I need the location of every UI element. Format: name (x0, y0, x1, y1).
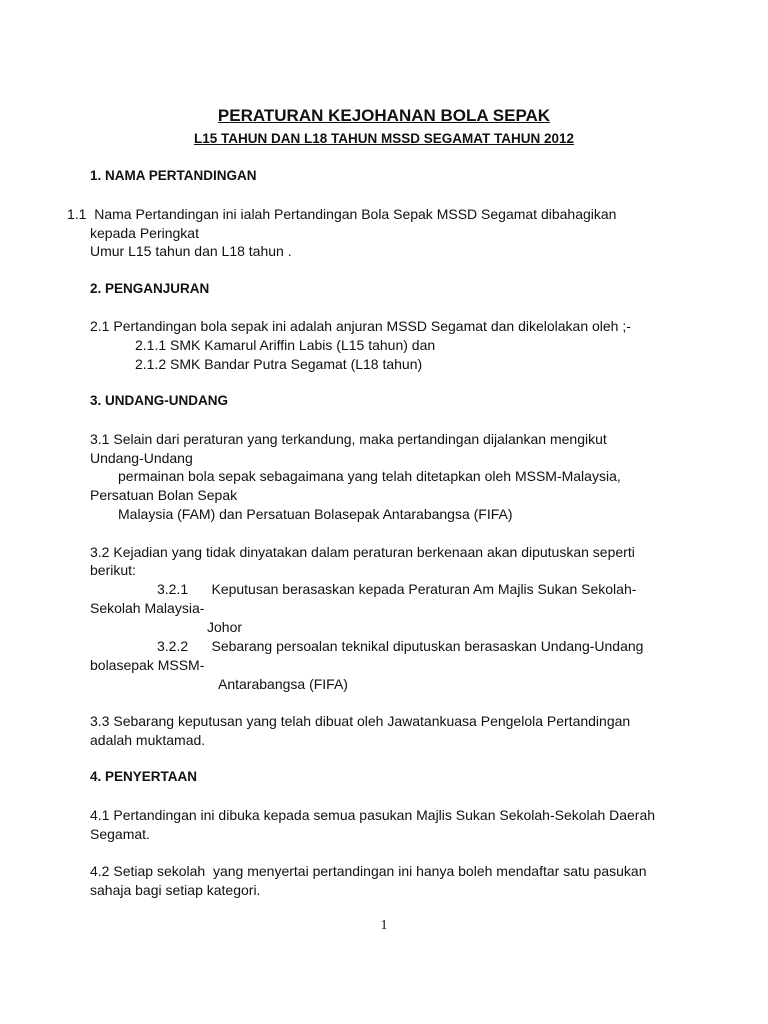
paragraph-line: bolasepak MSSM- (90, 657, 205, 673)
paragraph-line: 1.1 Nama Pertandingan ini ialah Pertandingan Bola Sepak MSSD Segamat dibahagikan (67, 206, 617, 222)
section-heading-3: 3. UNDANG-UNDANG (90, 393, 228, 408)
document-title: PERATURAN KEJOHANAN BOLA SEPAK (217, 106, 551, 125)
document-subtitle: L15 TAHUN DAN L18 TAHUN MSSD SEGAMAT TAHUN 2012 (193, 131, 575, 146)
paragraph-line: Johor (207, 619, 243, 635)
paragraph-line: 2.1.1 SMK Kamarul Ariffin Labis (L15 tahun) dan (135, 337, 436, 353)
paragraph-line: 3.2 Kejadian yang tidak dinyatakan dalam peraturan berkenaan akan diputuskan seperti (90, 544, 635, 560)
paragraph-line: kepada Peringkat (90, 225, 199, 241)
paragraph-line: Segamat. (90, 826, 150, 842)
section-heading-1: 1. NAMA PERTANDINGAN (90, 168, 257, 183)
paragraph-line: Malaysia (FAM) dan Persatuan Bolasepak Antarabangsa (FIFA) (118, 506, 513, 522)
paragraph-line: 4.1 Pertandingan ini dibuka kepada semua pasukan Majlis Sukan Sekolah-Sekolah Daerah (90, 807, 656, 823)
paragraph-line: 4.2 Setiap sekolah yang menyertai pertandingan ini hanya boleh mendaftar satu pasukan (90, 863, 647, 879)
paragraph-line: sahaja bagi setiap kategori. (90, 882, 261, 898)
paragraph-line: 3.2.2 Sebarang persoalan teknikal diputuskan berasaskan Undang-Undang (157, 638, 644, 654)
paragraph-line: permainan bola sepak sebagaimana yang telah ditetapkan oleh MSSM-Malaysia, (118, 468, 621, 484)
section-heading-2: 2. PENGANJURAN (90, 281, 210, 296)
section-heading-4: 4. PENYERTAAN (90, 769, 198, 784)
paragraph-line: Umur L15 tahun dan L18 tahun . (90, 243, 292, 259)
paragraph-line: berikut: (90, 562, 136, 578)
paragraph-line: 3.2.1 Keputusan berasaskan kepada Peraturan Am Majlis Sukan Sekolah- (157, 581, 637, 597)
paragraph-line: Persatuan Bolan Sepak (90, 487, 238, 503)
paragraph-line: 3.1 Selain dari peraturan yang terkandung, maka pertandingan dijalankan mengikut (90, 431, 607, 447)
paragraph-line: Sekolah Malaysia- (90, 600, 205, 616)
paragraph-line: 3.3 Sebarang keputusan yang telah dibuat oleh Jawatankuasa Pengelola Pertandingan (90, 713, 631, 729)
paragraph-line: Antarabangsa (FIFA) (218, 676, 348, 692)
paragraph-line: 2.1 Pertandingan bola sepak ini adalah anjuran MSSD Segamat dan dikelolakan oleh ;- (90, 318, 631, 334)
paragraph-line: 2.1.2 SMK Bandar Putra Segamat (L18 tahun) (135, 356, 423, 372)
paragraph-line: Undang-Undang (90, 450, 193, 466)
page-number: 1 (380, 918, 388, 933)
paragraph-line: adalah muktamad. (90, 732, 206, 748)
